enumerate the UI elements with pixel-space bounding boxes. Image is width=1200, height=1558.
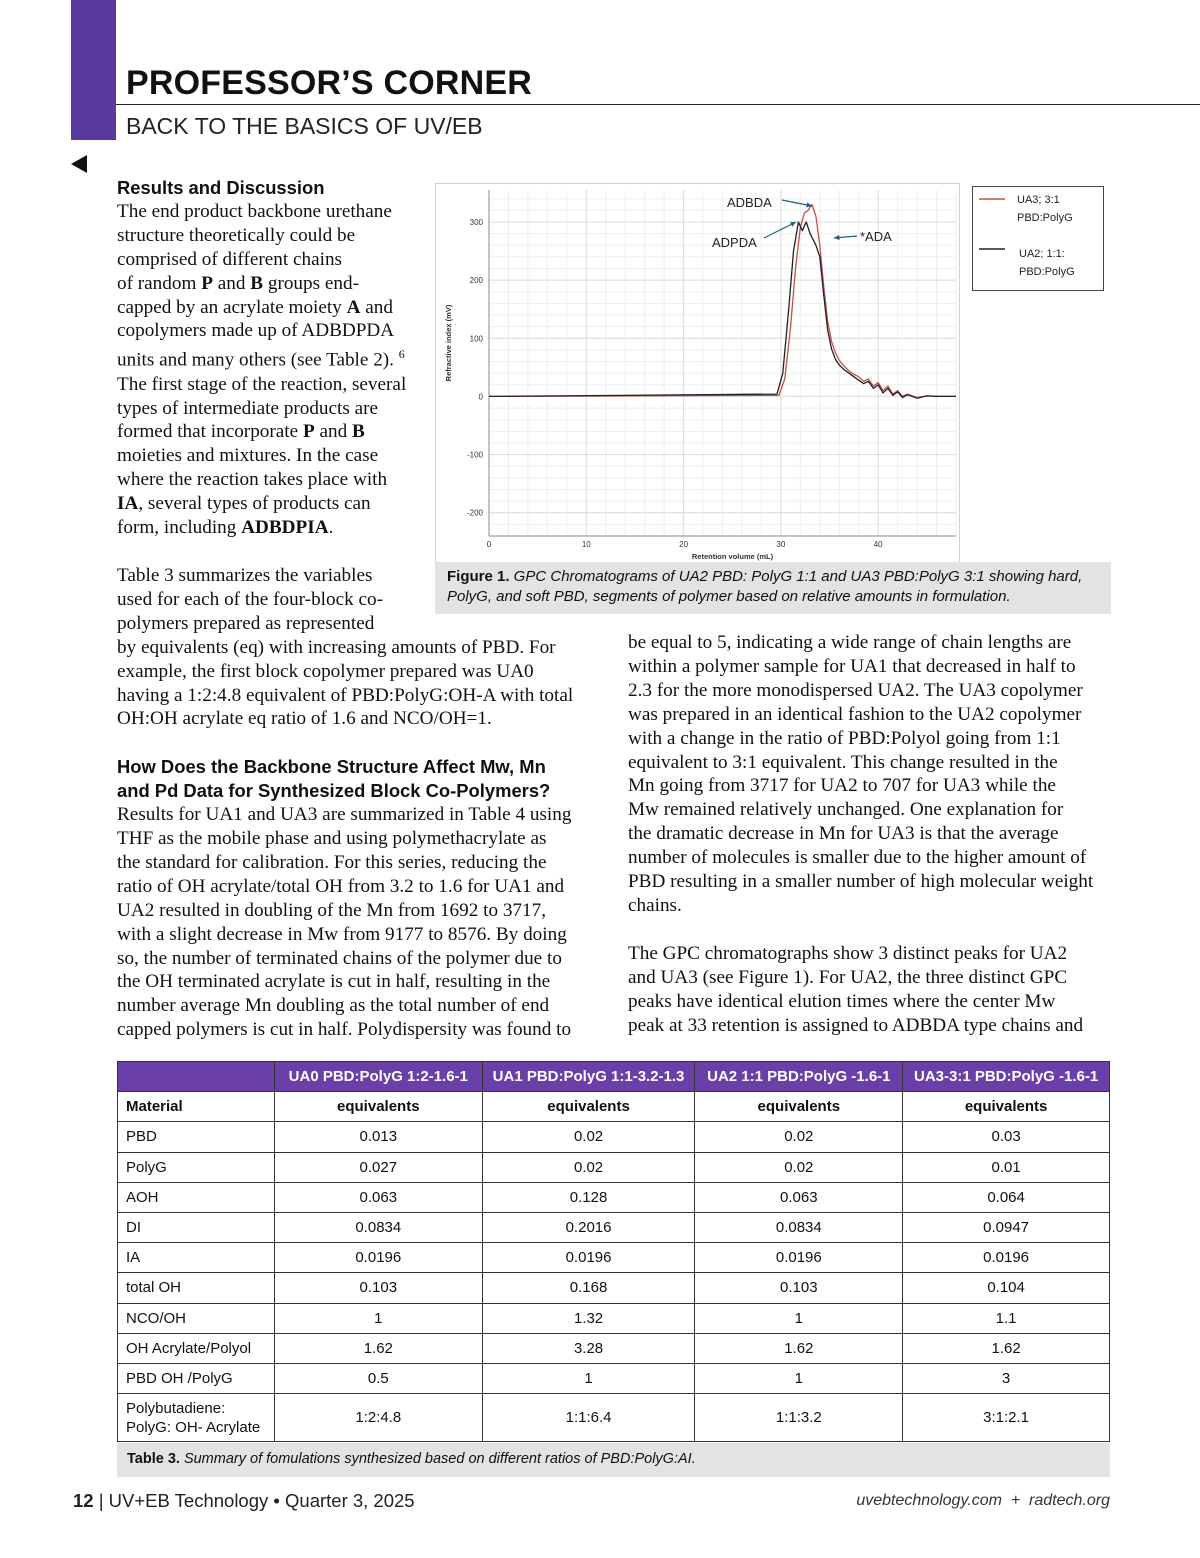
header-blank-cell [118, 1062, 275, 1092]
results-text-line: IA, several types of products can [117, 493, 371, 515]
value-cell: 0.103 [274, 1273, 482, 1303]
table-row [118, 1303, 1110, 1333]
results-paragraph [117, 200, 427, 540]
right-text-line: peaks have identical elution times where the center Mw [628, 990, 1056, 1012]
right-text-line: the dramatic decrease in Mn for UA3 is that the average [628, 823, 1059, 845]
value-cell: 0.02 [482, 1122, 695, 1152]
value-cell: 0.063 [695, 1182, 903, 1212]
table-row [118, 1333, 1110, 1363]
table-row [118, 1182, 1110, 1212]
right-text-line: with a change in the ratio of PBD:Polyol going from 1:1 [628, 727, 1061, 749]
results-text-line: The end product backbone urethane [117, 200, 392, 222]
backbone-text-line: ratio of OH acrylate/total OH from 3.2 to 1.6 for UA1 and [117, 875, 565, 897]
table-row [118, 1243, 1110, 1273]
right-text-line: within a polymer sample for UA1 that decreased in half to [628, 655, 1076, 677]
value-cell: 1 [274, 1303, 482, 1333]
material-cell: AOH [118, 1182, 275, 1212]
right-text-line: 2.3 for the more monodispersed UA2. The UA3 copolymer [628, 679, 1083, 701]
x-tick-label: 30 [776, 540, 786, 549]
y-tick-label: 300 [469, 217, 483, 227]
column-header: UA1 PBD:PolyG 1:1-3.2-1.3 [482, 1062, 695, 1092]
footer-publication [73, 1490, 415, 1512]
y-tick-label: 200 [469, 276, 483, 286]
results-text-line: The first stage of the reaction, several [117, 373, 407, 395]
x-axis-label: Retention volume (mL) [691, 552, 774, 561]
right-paragraph-1 [628, 631, 1118, 918]
table3-text-line: example, the first block copolymer prepared was UA0 [117, 660, 534, 682]
legend-graphic [973, 187, 1103, 290]
legend-label: PBD:PolyG [1019, 266, 1075, 278]
value-cell: 0.168 [482, 1273, 695, 1303]
right-text-line: Mw remained relatively unchanged. One explanation for [628, 799, 1064, 821]
value-cell: 0.063 [274, 1182, 482, 1212]
backbone-text-line: the OH terminated acrylate is cut in half, resulting in the [117, 971, 551, 993]
results-text-line: moieties and mixtures. In the case [117, 445, 379, 467]
value-cell: 0.03 [903, 1122, 1110, 1152]
material-cell-line: PolyG: OH- Acrylate [126, 1418, 261, 1436]
column-header: UA3-3:1 PBD:PolyG -1.6-1 [903, 1062, 1110, 1092]
figure-caption-text: GPC Chromatograms of UA2 PBD: PolyG 1:1 and UA3 PBD:PolyG 3:1 showing hard, PolyG, and soft PBD, segments of polymer based on relative amounts in formulation. [447, 568, 1083, 605]
material-cell: OH Acrylate/Polyol [118, 1333, 275, 1363]
annotation-ada-arrowhead [834, 235, 840, 240]
table3-text-line: polymers prepared as represented [117, 612, 375, 634]
footer-sites[interactable]: uvebtechnology.com + radtech.org [856, 1492, 1110, 1509]
backbone-heading [117, 755, 551, 803]
table-row [118, 1363, 1110, 1393]
value-cell: 1 [482, 1363, 695, 1393]
backbone-heading-line: and Pd Data for Synthesized Block Co-Polymers? [117, 780, 551, 802]
backbone-text-line: UA2 resulted in doubling of the Mn from 1692 to 3717, [117, 899, 547, 921]
value-cell: 1.62 [695, 1333, 903, 1363]
x-tick-label: 0 [486, 540, 492, 549]
value-cell: 0.0196 [482, 1243, 695, 1273]
x-tick-label: 20 [679, 540, 689, 549]
material-cell-line: Polybutadiene: [126, 1399, 226, 1417]
y-tick-label: -200 [466, 508, 483, 518]
value-cell: 3.28 [482, 1333, 695, 1363]
value-cell: 0.0196 [274, 1243, 482, 1273]
value-cell: 0.128 [482, 1182, 695, 1212]
right-text-line: number of molecules is smaller due to the higher amount of [628, 847, 1087, 869]
value-cell: 0.2016 [482, 1212, 695, 1242]
material-cell: IA [118, 1243, 275, 1273]
y-tick-label: -100 [466, 450, 483, 460]
back-arrow-icon[interactable] [71, 155, 87, 173]
value-cell: 1:1:3.2 [695, 1394, 903, 1442]
table-row [118, 1152, 1110, 1182]
backbone-paragraph [117, 803, 572, 1042]
table-row [118, 1212, 1110, 1242]
table-row [118, 1273, 1110, 1303]
value-cell: 0.0834 [274, 1212, 482, 1242]
table-row [118, 1394, 1110, 1442]
equivalents-header: equivalents [482, 1092, 695, 1122]
value-cell: 1:2:4.8 [274, 1394, 482, 1442]
results-heading: Results and Discussion [117, 177, 325, 198]
value-cell: 0.02 [695, 1122, 903, 1152]
results-text-line: form, including ADBDPIA. [117, 517, 334, 539]
material-header: Material [118, 1092, 275, 1122]
formulation-table [117, 1061, 1110, 1442]
results-text-line: of random P and B groups end- [117, 272, 359, 294]
section-subtitle: BACK TO THE BASICS OF UV/EB [126, 113, 483, 139]
backbone-text-line: number average Mn doubling as the total number of end [117, 995, 550, 1017]
value-cell: 3 [903, 1363, 1110, 1393]
page-number: 12 [73, 1490, 94, 1511]
header-accent-bar [71, 0, 116, 140]
backbone-text-line: capped polymers is cut in half. Polydispersity was found to [117, 1019, 572, 1041]
annotation-ada: *ADA [860, 229, 892, 244]
column-header: UA2 1:1 PBD:PolyG -1.6-1 [695, 1062, 903, 1092]
annotation-adpda: ADPDA [712, 235, 757, 250]
y-tick-label: 0 [478, 392, 483, 402]
value-cell: 0.0196 [695, 1243, 903, 1273]
table3-text-line: by equivalents (eq) with increasing amounts of PBD. For [117, 636, 556, 658]
table-caption-text: Summary of fomulations synthesized based on different ratios of PBD:PolyG:AI. [179, 1451, 696, 1467]
table3-text-line: OH:OH acrylate eq ratio of 1.6 and NCO/OH=1. [117, 708, 492, 730]
value-cell: 0.064 [903, 1182, 1110, 1212]
value-cell: 1:1:6.4 [482, 1394, 695, 1442]
material-cell: PBD OH /PolyG [118, 1363, 275, 1393]
material-cell: DI [118, 1212, 275, 1242]
equivalents-header: equivalents [274, 1092, 482, 1122]
right-column-text [628, 631, 1118, 1038]
value-cell: 0.013 [274, 1122, 482, 1152]
results-text-line: comprised of different chains [117, 248, 343, 270]
table3-text-line: Table 3 summarizes the variables [117, 564, 373, 586]
equivalents-header: equivalents [695, 1092, 903, 1122]
right-text-line: chains. [628, 894, 682, 916]
table-header-row [118, 1062, 1110, 1092]
value-cell: 0.027 [274, 1152, 482, 1182]
backbone-text-line: the standard for calibration. For this series, reducing the [117, 851, 547, 873]
value-cell: 0.02 [482, 1152, 695, 1182]
y-tick-label: 100 [469, 334, 483, 344]
value-cell: 0.0196 [903, 1243, 1110, 1273]
legend-label: UA3; 3:1 [1017, 194, 1060, 206]
value-cell: 3:1:2.1 [903, 1394, 1110, 1442]
figure-caption [435, 562, 1111, 614]
publication-name: UV+EB Technology • Quarter 3, 2025 [108, 1490, 415, 1511]
header-rule [116, 104, 1200, 105]
x-tick-label: 10 [581, 540, 591, 549]
gpc-chromatogram-chart [436, 184, 959, 562]
value-cell: 1.32 [482, 1303, 695, 1333]
value-cell: 0.103 [695, 1273, 903, 1303]
backbone-heading-line: How Does the Backbone Structure Affect Mw, Mn [117, 756, 546, 778]
material-cell: NCO/OH [118, 1303, 275, 1333]
footer-separator: | [93, 1490, 109, 1511]
results-text-line: capped by an acrylate moiety A and [117, 296, 393, 318]
chart-legend [972, 186, 1104, 291]
right-text-line: Mn going from 3717 for UA2 to 707 for UA3 while the [628, 775, 1056, 797]
value-cell: 1 [695, 1303, 903, 1333]
backbone-text-line: THF as the mobile phase and using polymethacrylate as [117, 828, 547, 850]
legend-label: UA2; 1:1: [1019, 248, 1065, 260]
value-cell: 1.1 [903, 1303, 1110, 1333]
column-header: UA0 PBD:PolyG 1:2-1.6-1 [274, 1062, 482, 1092]
right-text-line: was prepared in an identical fashion to the UA2 copolymer [628, 703, 1082, 725]
table-subheader-row [118, 1092, 1110, 1122]
equivalents-header: equivalents [903, 1092, 1110, 1122]
value-cell: 0.0947 [903, 1212, 1110, 1242]
results-text-line: copolymers made up of ADBDPDA [117, 320, 395, 342]
material-cell: total OH [118, 1273, 275, 1303]
results-text-line: units and many others (see Table 2). $^6$ [117, 347, 405, 371]
value-cell: 0.5 [274, 1363, 482, 1393]
table-row [118, 1122, 1110, 1152]
value-cell: 1.62 [274, 1333, 482, 1363]
value-cell: 0.01 [903, 1152, 1110, 1182]
right-text-line: PBD resulting in a smaller number of high molecular weight [628, 871, 1094, 893]
legend-label: PBD:PolyG [1017, 212, 1073, 224]
value-cell: 1 [695, 1363, 903, 1393]
value-cell: 0.0834 [695, 1212, 903, 1242]
table-caption [117, 1443, 1110, 1477]
value-cell: 1.62 [903, 1333, 1110, 1363]
results-text-line: structure theoretically could be [117, 224, 356, 246]
backbone-text-line: so, the number of terminated chains of the polymer due to [117, 947, 562, 969]
material-cell [118, 1394, 275, 1442]
table-caption-label: Table 3. [127, 1451, 180, 1467]
right-paragraph-2 [628, 942, 1118, 1038]
right-text-line: be equal to 5, indicating a wide range of chain lengths are [628, 632, 1072, 653]
right-text-line: and UA3 (see Figure 1). For UA2, the three distinct GPC [628, 966, 1068, 988]
section-title: PROFESSOR’S CORNER [126, 64, 532, 102]
right-text-line: peak at 33 retention is assigned to ADBDA type chains and [628, 1014, 1084, 1036]
results-text-line: types of intermediate products are [117, 397, 379, 419]
backbone-text-line: Results for UA1 and UA3 are summarized in Table 4 using [117, 804, 572, 826]
right-text-line: equivalent to 3:1 equivalent. This change resulted in the [628, 751, 1058, 773]
value-cell: 0.02 [695, 1152, 903, 1182]
annotation-adbda: ADBDA [727, 195, 772, 210]
value-cell: 0.104 [903, 1273, 1110, 1303]
chart-frame [435, 183, 960, 563]
right-text-line: The GPC chromatographs show 3 distinct peaks for UA2 [628, 942, 1068, 964]
table3-text-line: used for each of the four-block co- [117, 588, 383, 610]
results-text-line: where the reaction takes place with [117, 469, 388, 491]
y-axis-label: Refractive index (mV) [444, 304, 453, 382]
results-text-line: formed that incorporate P and B [117, 421, 365, 443]
x-tick-label: 40 [873, 540, 883, 549]
material-cell: PBD [118, 1122, 275, 1152]
backbone-text-line: with a slight decrease in Mw from 9177 to 8576. By doing [117, 923, 567, 945]
table3-text-line: having a 1:2:4.8 equivalent of PBD:PolyG:OH-A with total [117, 684, 574, 706]
material-cell: PolyG [118, 1152, 275, 1182]
figure-caption-label: Figure 1. [447, 568, 510, 585]
